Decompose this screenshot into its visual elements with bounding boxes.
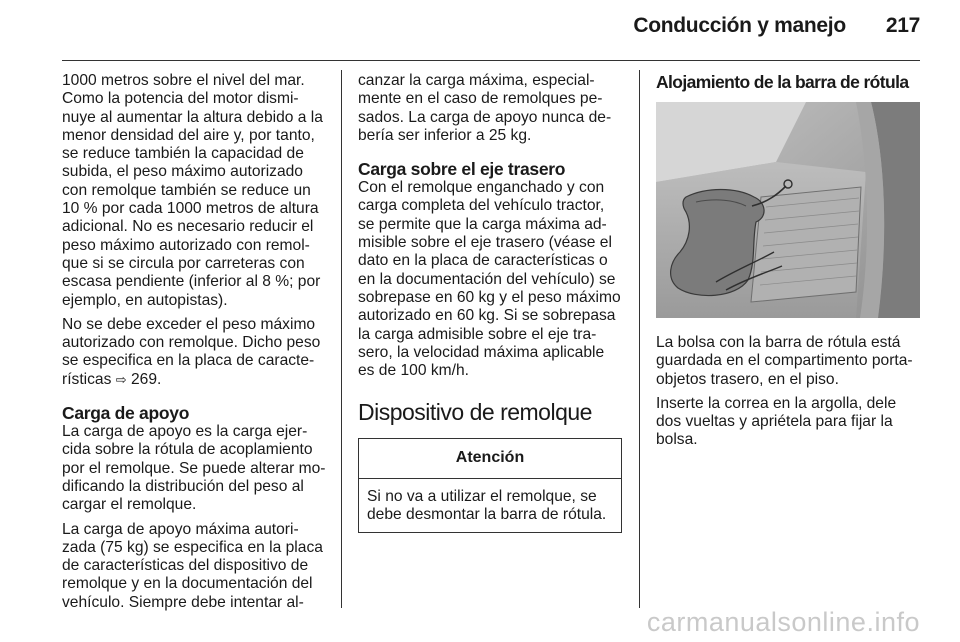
chapter-heading: Dispositivo de remolque — [358, 399, 592, 426]
text-column-2 — [358, 72, 622, 533]
paragraph: La carga de apoyo máxima autori-zada (75 kg) se especifica en la placa de características del dispositivo de remolque y en la documentación del vehículo. Siempre debe intentar al- — [62, 520, 323, 611]
column-divider — [341, 70, 342, 608]
header-divider — [62, 60, 920, 61]
paragraph: Inserte la correa en la argolla, dele dos vueltas y apriételа para fijar la bolsa. — [656, 394, 897, 449]
section-heading: Carga sobre el eje trasero — [358, 159, 566, 180]
figure-caption: La bolsa con la barra de rótula está guardada en el compartimento porta-objetos trasero, en el piso. — [656, 334, 913, 388]
watermark: carmanualsonline.info — [646, 607, 920, 637]
page-reference[interactable]: 269. — [130, 370, 162, 388]
warning-text: Si no va a utilizar el remolque, se debe desmontar la barra de rótula. — [367, 487, 607, 524]
page-header — [633, 14, 920, 38]
section-heading: Carga de apoyo — [62, 403, 190, 424]
paragraph: No se debe exceder el peso máximo autorizado con remolque. Dicho peso se especifica en la placa de caracte-rísticas ⇨ 269. — [62, 315, 321, 388]
trunk-storage-illustration — [656, 102, 920, 318]
paragraph: 1000 metros sobre el nivel del mar. Como la potencia del motor dismi-nuye al aumentar la altura debido a la menor densidad del aire y, por tanto, se reduce también la capacidad de subida, el peso máximo autorizado con remolque también se reduce un 10 % por cada 1000 metros de altura adicional. No es necesario reducir el peso máximo autorizado con remol-que si se circula por carreteras con escasa pendiente (inferior al 8 %; por ejemplo, en autopistas). — [62, 72, 323, 309]
paragraph: canzar la carga máxima, especial-mente en el caso de remolques pe-sados. La carga de apoyo nunca de-bería ser inferior a 25 kg. — [358, 72, 612, 144]
text-column-1 — [62, 72, 327, 618]
paragraph: La carga de apoyo es la carga ejer-cida sobre la rótula de acoplamiento por el remolque. Se puede alterar mo-dificando la distribución del peso al cargar el remolque. — [62, 423, 326, 514]
page-reference-arrow-icon: ⇨ — [115, 371, 127, 387]
section-heading: Alojamiento de la barra de rótula — [656, 72, 909, 92]
paragraph: Con el remolque enganchado y con carga completa del vehículo tractor, se permite que la carga máxima ad-misible sobre el eje trasero (véase el dato en la placa de características o en la documentación del vehículo) se sobrepase en 60 kg y el peso máximo autorizado en 60 kg. Si se sobrepasa la carga admisible sobre el eje tra-sero, la velocidad máxima aplicable es de 100 km/h. — [358, 179, 621, 380]
warning-title: Atención — [359, 439, 621, 478]
text-column-3 — [656, 72, 920, 456]
page-number: 217 — [885, 14, 920, 37]
chapter-title: Conducción y manejo — [633, 14, 846, 37]
column-divider — [639, 70, 640, 608]
warning-box — [358, 438, 622, 533]
